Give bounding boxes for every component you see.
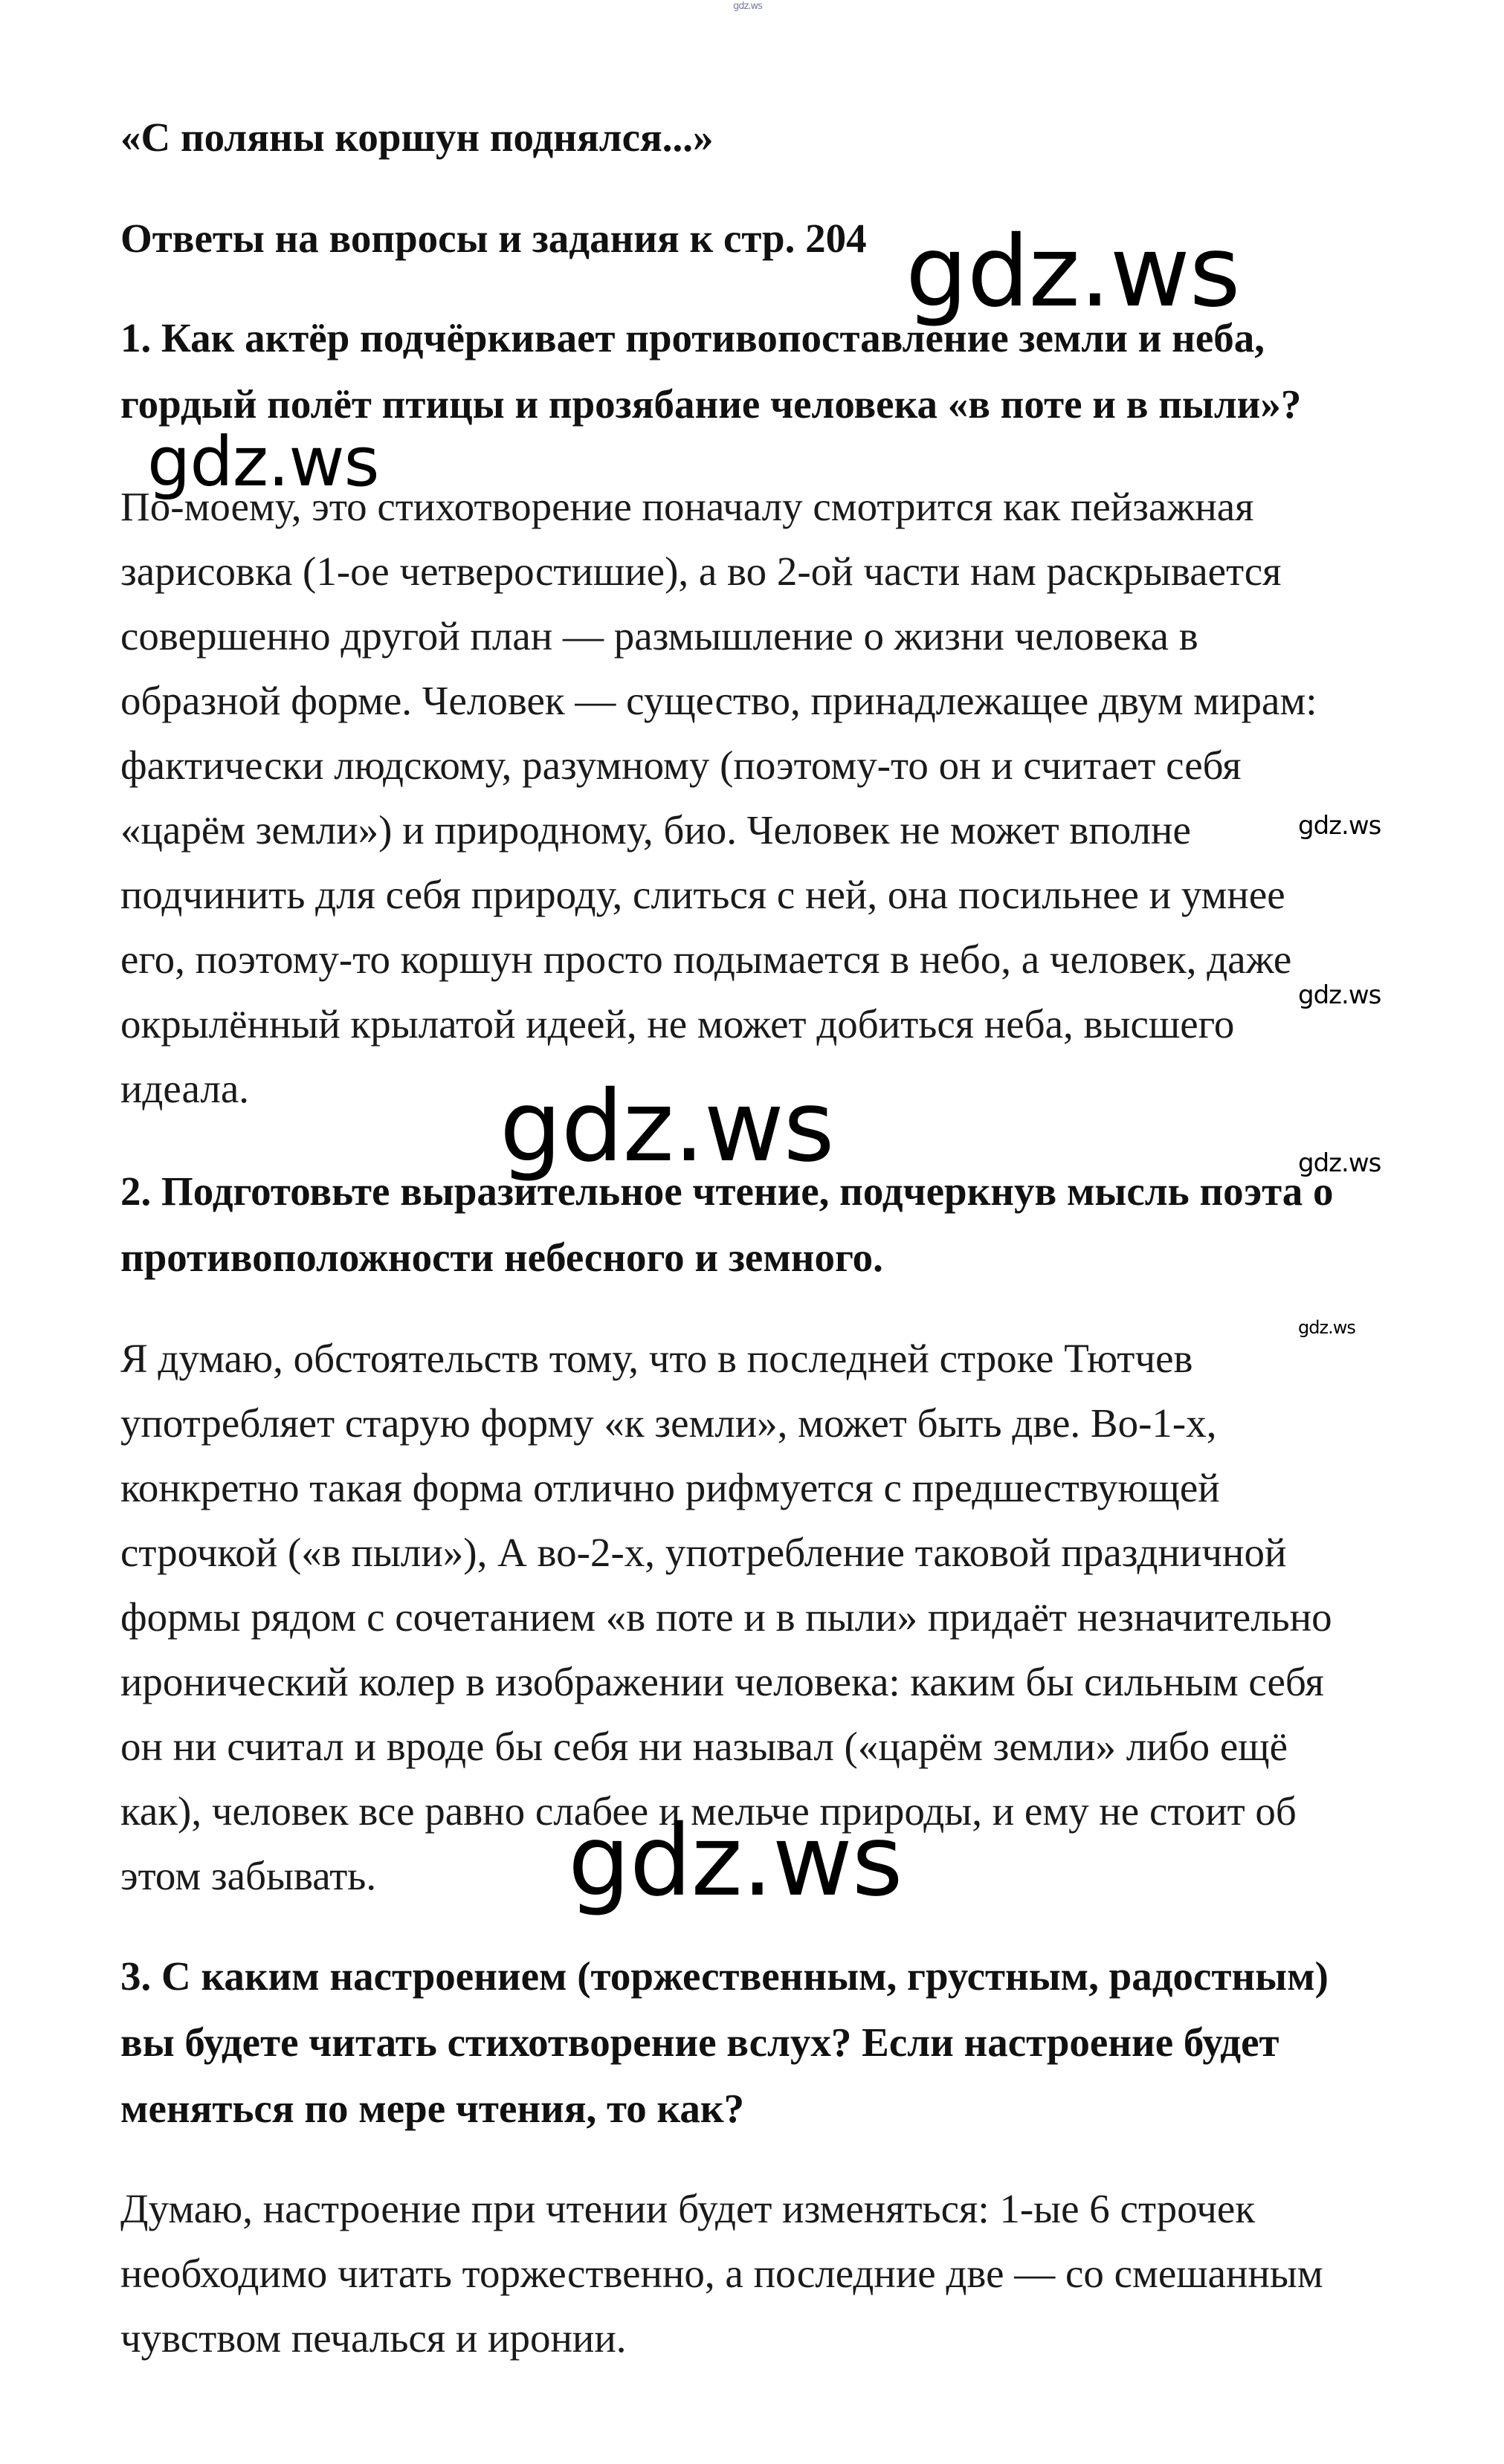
watermark-small: gdz.ws <box>1298 980 1381 1010</box>
watermark-large: gdz.ws <box>906 215 1240 329</box>
watermark-small: gdz.ws <box>1298 1148 1381 1178</box>
watermark-top: gdz.ws <box>733 1 762 12</box>
question-1: 1. Как актёр подчёркивает противопоставление земли и неба, гордый полёт птицы и прозябание человека «в поте и в пыли»? <box>120 315 1302 427</box>
watermark-medium: gdz.ws <box>147 422 379 502</box>
answer-1: По-моему, это стихотворение поначалу смотрится как пейзажная зарисовка (1-ое четверостишие), а во 2-ой части нам раскрывается совершенно другой план — размышление о жизни человека в образной форме. Человек — существо, принадлежащее двум мирам: фактически людскому, разумному (поэтому-то он и считает себя «царём земли») и природному, био. Человек не может вполне подчинить для себя природу, слиться с ней, она посильнее и умнее его, поэтому-то коршун просто подымается в небо, а человек, даже окрылённый крылатой идеей, не может добиться неба, высшего идеала. <box>120 484 1317 1111</box>
question-2: 2. Подготовьте выразительное чтение, подчеркнув мысль поэта о противоположности небесного и земного. <box>120 1168 1334 1280</box>
document-subtitle: Ответы на вопросы и задания к стр. 204 <box>120 216 867 261</box>
watermark-small: gdz.ws <box>1298 811 1381 841</box>
watermark-large: gdz.ws <box>500 1070 834 1184</box>
question-3: 3. С каким настроением (торжественным, грустным, радостным) вы будете читать стихотворение вслух? Если настроение будет меняться по мере чтения, то как? <box>120 1953 1329 2131</box>
answer-3: Думаю, настроение при чтении будет изменяться: 1-ые 6 строчек необходимо читать торжественно, а последние две — со смешанным чувством печалься и иронии. <box>120 2186 1323 2361</box>
answer-2: Я думаю, обстоятельств тому, что в последней строке Тютчев употребляет старую форму «к земли», может быть две. Во-1-х, конкретно такая форма отлично рифмуется с предшествующей строчкой («в пыли»), А во-2-х, употребление таковой праздничной формы рядом с сочетанием «в поте и в пыли» придаёт незначительно иронический колер в изображении человека: каким бы сильным себя он ни считал и вроде бы себя ни называл («царём земли» либо ещё как), человек все равно слабее и мельче природы, и ему не стоит об этом забывать. <box>120 1336 1332 1898</box>
watermark-tiny: gdz.ws <box>1298 1317 1355 1338</box>
watermark-large: gdz.ws <box>568 1804 903 1918</box>
document-title: «С поляны коршун поднялся...» <box>120 114 714 160</box>
